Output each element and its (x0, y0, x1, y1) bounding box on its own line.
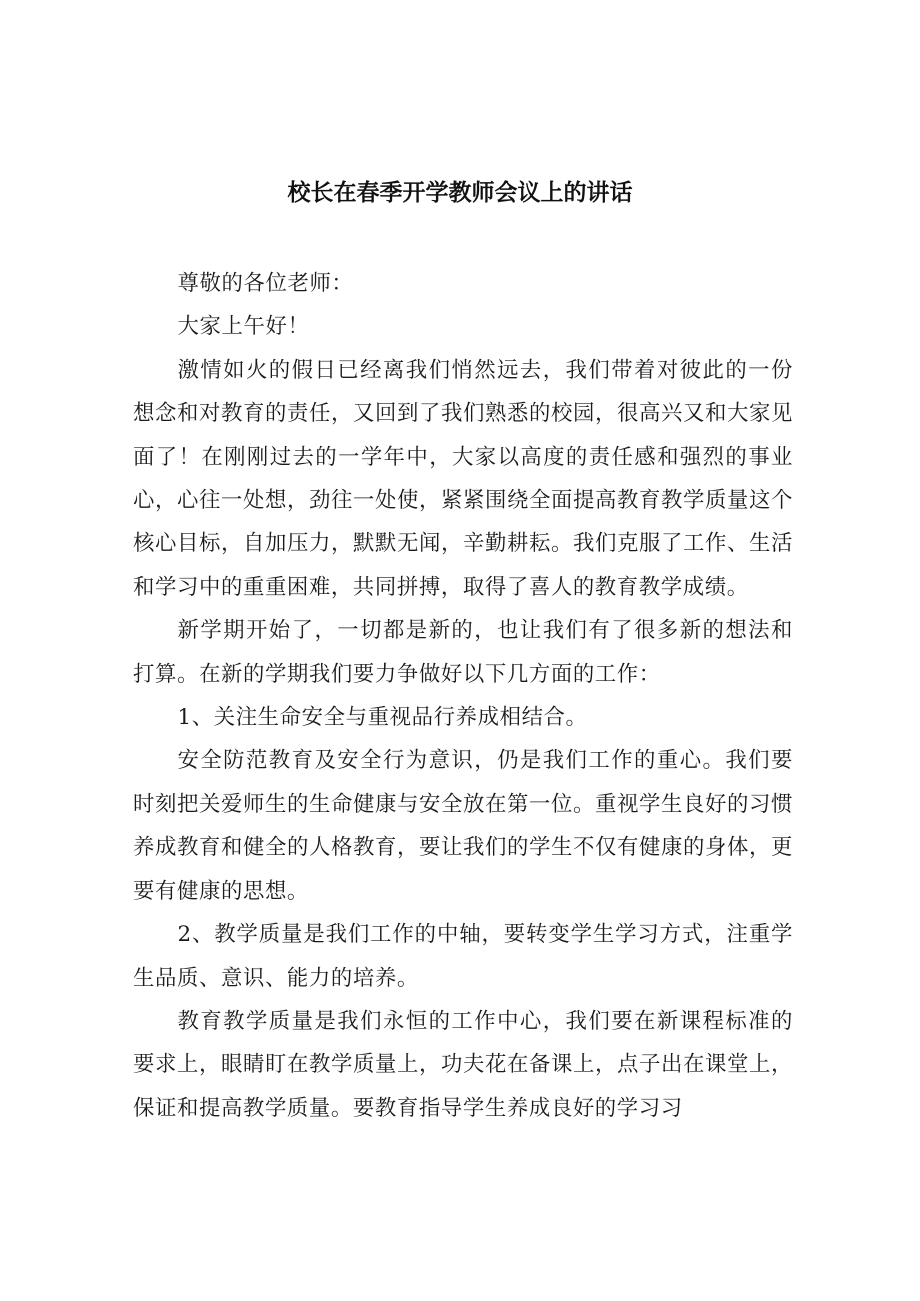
paragraph-point-2-heading: 2、教学质量是我们工作的中轴，要转变学生学习方式，注重学生品质、意识、能力的培养。 (133, 922, 793, 991)
paragraph-new-semester: 新学期开始了，一切都是新的，也让我们有了很多新的想法和打算。在新的学期我们要力争做好以下几方面的工作： (133, 618, 793, 687)
paragraph-intro: 激情如火的假日已经离我们悄然远去，我们带着对彼此的一份想念和对教育的责任，又回到了我们熟悉的校园，很高兴又和大家见面了！在刚刚过去的一学年中，大家以高度的责任感和强烈的事业心，心往一处想，劲往一处使，紧紧围绕全面提高教育教学质量这个核心目标，自加压力，默默无闻，辛勤耕耘。我们克服了工作、生活和学习中的重重困难，共同拼搏，取得了喜人的教育教学成绩。 (133, 357, 793, 600)
paragraph-point-1-body: 安全防范教育及安全行为意识，仍是我们工作的重心。我们要时刻把关爱师生的生命健康与安全放在第一位。重视学生良好的习惯养成教育和健全的人格教育，要让我们的学生不仅有健康的身体，更要有健康的思想。 (133, 748, 793, 904)
document-body (133, 262, 793, 1130)
paragraph-greeting: 大家上午好！ (177, 314, 310, 340)
paragraph-point-1-heading: 1、关注生命安全与重视品行养成相结合。 (177, 705, 588, 731)
document-title: 校长在春季开学教师会议上的讲话 (287, 180, 633, 206)
paragraph-salutation: 尊敬的各位老师： (177, 271, 354, 296)
paragraph-point-2-body: 教育教学质量是我们永恒的工作中心，我们要在新课程标准的要求上，眼睛盯在教学质量上，功夫花在备课上，点子出在课堂上，保证和提高教学质量。要教育指导学生养成良好的学习习 (133, 1008, 793, 1121)
